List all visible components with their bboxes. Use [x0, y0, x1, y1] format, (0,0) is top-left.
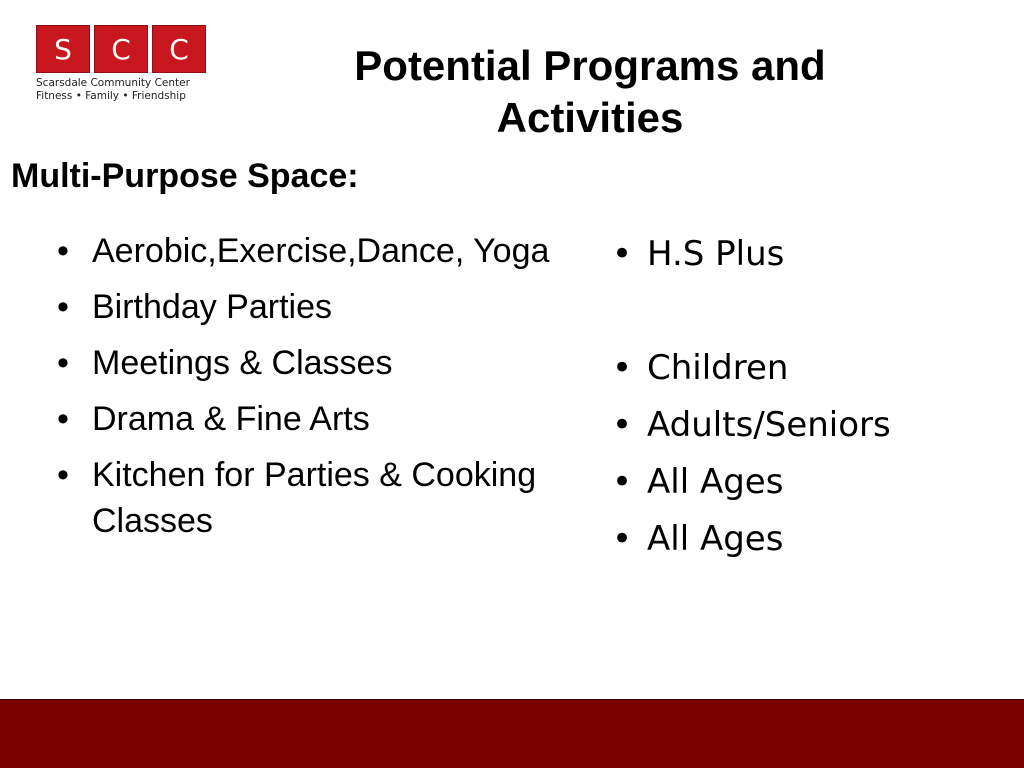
scc-logo	[36, 25, 208, 109]
program-item: • Meetings & Classes	[57, 340, 557, 386]
section-heading: Multi-Purpose Space:	[11, 157, 359, 195]
logo-name: Scarsdale Community Center	[36, 77, 190, 89]
program-item: • Birthday Parties	[57, 284, 557, 330]
logo-letter-c2: C	[152, 25, 206, 73]
program-item: • Drama & Fine Arts	[57, 396, 557, 442]
program-list	[57, 228, 557, 554]
program-item: • Kitchen for Parties & Cooking Classes	[57, 452, 557, 544]
logo-letter-c1: C	[94, 25, 148, 73]
audience-item: • All Ages	[612, 511, 1012, 568]
slide-title: Potential Programs and Activities	[354, 42, 826, 141]
logo-tagline: Fitness • Family • Friendship	[36, 90, 186, 102]
audience-item: • Adults/Seniors	[612, 397, 1012, 454]
program-item: • Aerobic,Exercise,Dance, Yoga	[57, 228, 557, 274]
audience-list	[612, 226, 1012, 568]
footer-band	[0, 699, 1024, 768]
audience-item: • Children	[612, 340, 1012, 397]
audience-item: • All Ages	[612, 454, 1012, 511]
audience-item: • H.S Plus	[612, 226, 1012, 283]
logo-letters	[36, 25, 208, 73]
logo-letter-s: S	[36, 25, 90, 73]
